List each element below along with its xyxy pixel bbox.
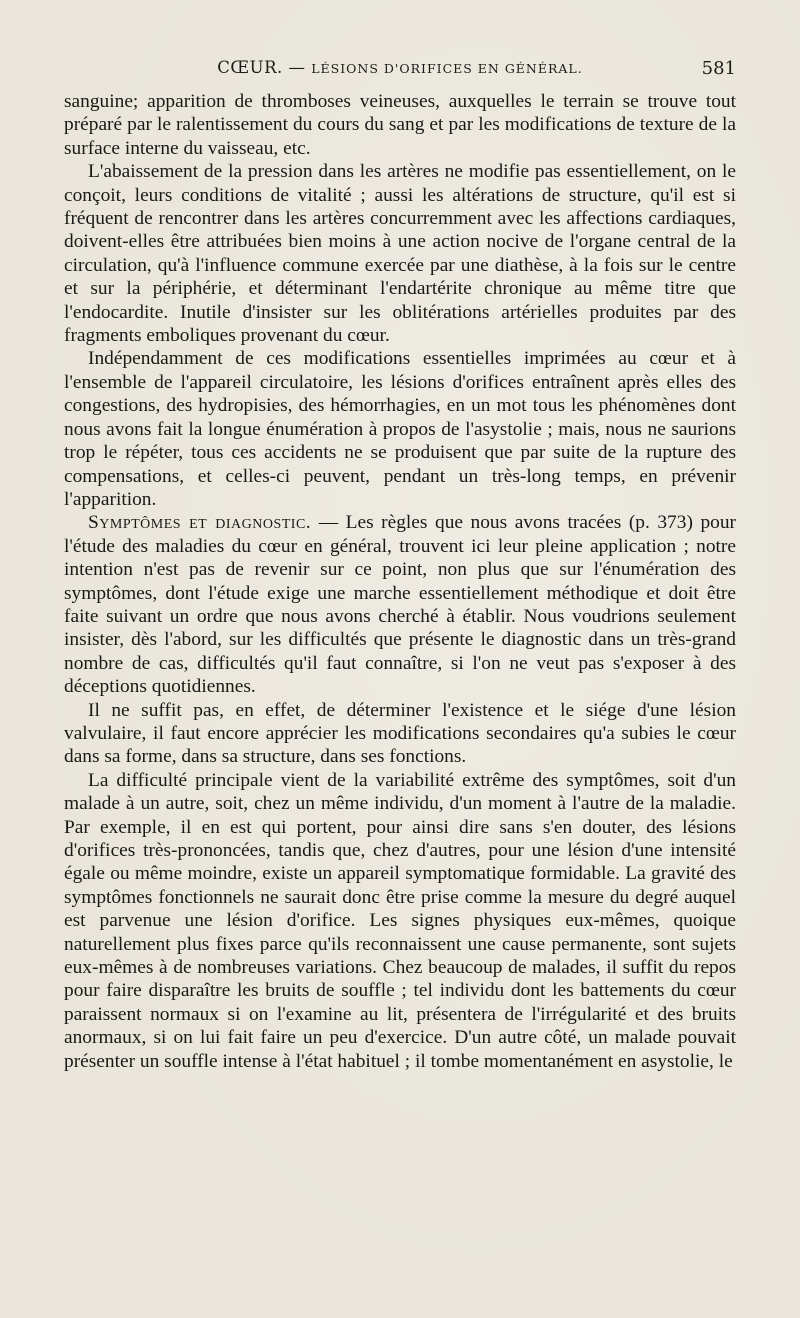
paragraph xyxy=(64,511,736,698)
paragraph-text: Il ne suffit pas, en effet, de déterminer l'existence et le siége d'une lésion valvulaire, il faut encore apprécier les modifications secondaires qu'a subies le cœur dans sa forme, dans sa structure, dans ses fonctions. xyxy=(64,699,736,768)
page-number: 581 xyxy=(701,58,736,79)
paragraph-text: — Les règles que nous avons tracées (p. 373) pour l'étude des maladies du cœur en général, trouvent ici leur pleine application ; notre intention n'est pas de revenir sur ce point, non plus que sur l'énumération des symptômes, dont l'étude exige une marche essentiellement méthodique et doit être faite suivant un ordre que nous avons cherché à établir. Nous voudrions seulement insister, dès l'abord, sur les difficultés que présente le diagnostic dans un très-grand nombre de cas, difficultés qu'il faut connaître, si l'on ne veut pas s'exposer à des déceptions quotidiennes. xyxy=(64,512,736,698)
paragraph xyxy=(64,90,736,160)
paragraph xyxy=(64,699,736,769)
header-title-sub: LÉSIONS D'ORIFICES EN GÉNÉRAL. xyxy=(311,61,583,76)
header-title-main: CŒUR. xyxy=(217,58,283,77)
header-title-dash: — xyxy=(288,58,306,77)
running-title xyxy=(64,58,736,77)
body-text xyxy=(64,90,736,1073)
paragraph xyxy=(64,160,736,347)
paragraph xyxy=(64,769,736,1073)
paragraph-text: L'abaissement de la pression dans les artères ne modifie pas essentiellement, on le conçoit, leurs conditions de vitalité ; aussi les altérations de structure, qu'il est si fréquent de rencontrer dans les artères concurremment avec les affections cardiaques, doivent-elles être attribuées bien moins à une action nocive de l'organe central de la circulation, qu'à l'influence commune exercée par une diathèse, à la fois sur le centre et sur la périphérie, et déterminant l'endartérite chronique au même titre que l'endocardite. Inutile d'insister sur les oblitérations artérielles produites par des fragments emboliques provenant du cœur. xyxy=(64,161,736,347)
section-heading: Symptômes et diagnostic. xyxy=(88,512,312,534)
paragraph-text: La difficulté principale vient de la variabilité extrême des symptômes, soit d'un malade à un autre, soit, chez un même individu, d'un moment à l'autre de la maladie. Par exemple, il en est qui portent, pour ainsi dire sans s'en douter, des lésions d'orifices très-prononcées, tandis que, chez d'autres, pour une lésion d'une intensité égale ou même moindre, existe un appareil symptomatique formidable. La gravité des symptômes fonctionnels ne saurait donc être prise comme la mesure du degré auquel est parvenue une lésion d'orifice. Les signes physiques eux-mêmes, quoique naturellement plus fixes parce qu'ils reconnaissent une cause permanente, sont sujets eux-mêmes à de nombreuses variations. Chez beaucoup de malades, il suffit du repos pour faire disparaître les bruits de souffle ; tel individu dont les battements du cœur paraissent normaux si on l'examine au lit, présentera de l'irrégularité et des bruits anormaux, si on lui fait faire un peu d'exercice. D'un autre côté, un malade pouvait présenter un souffle intense à l'état habituel ; il tombe momentanément en asystolie, le xyxy=(64,769,736,1072)
paragraph-text: sanguine; apparition de thromboses veineuses, auxquelles le terrain se trouve tout préparé par le ralentissement du cours du sang et par les modifications de texture de la surface interne du vaisseau, etc. xyxy=(64,91,736,159)
paragraph-text: Indépendamment de ces modifications essentielles imprimées au cœur et à l'ensemble de l'appareil circulatoire, les lésions d'orifices entraînent après elles des congestions, des hydropisies, des hémorrhagies, en un mot tous les phénomènes dont nous avons fait la longue énumération à propos de l'asystolie ; mais, nous ne saurions trop le répéter, tous ces accidents ne se produisent que par suite de la rupture des compensations, et celles-ci peuvent, pendant un très-long temps, en prévenir l'apparition. xyxy=(64,348,736,510)
paragraph xyxy=(64,347,736,511)
running-header xyxy=(64,56,736,84)
